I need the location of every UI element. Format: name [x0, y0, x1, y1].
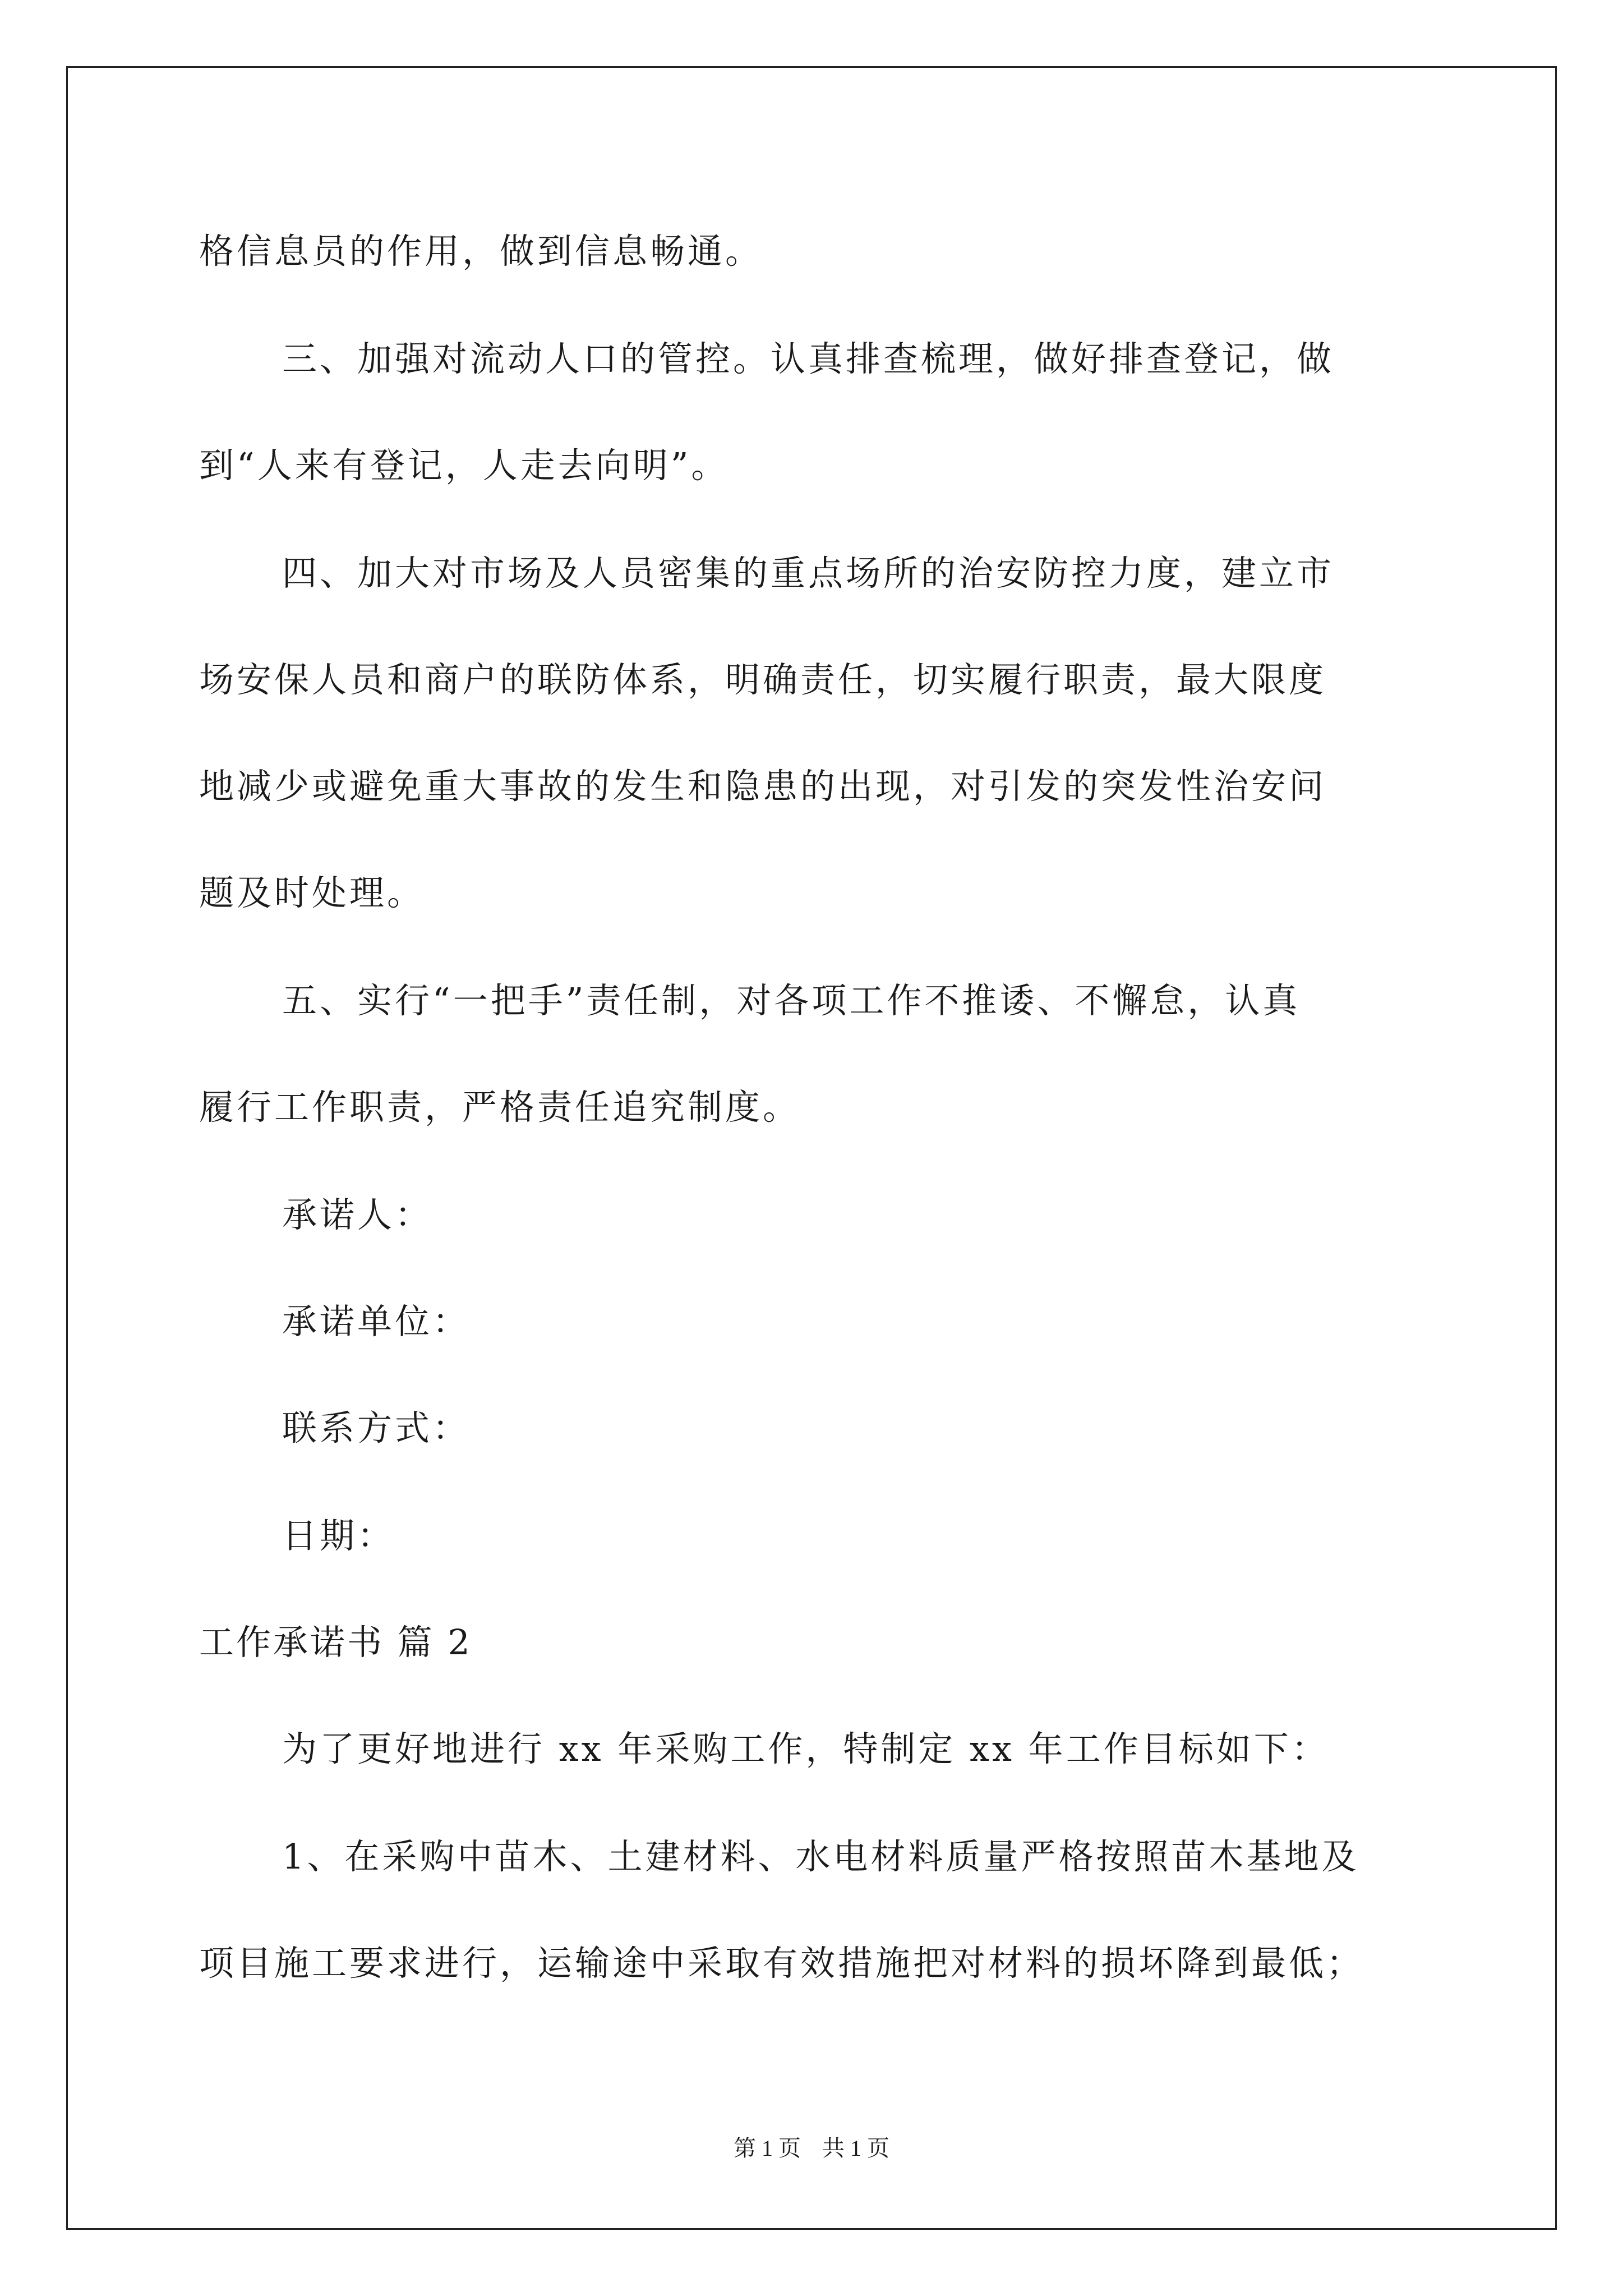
page-footer [0, 2133, 1623, 2164]
body-line-15: 为了更好地进行 xx 年采购工作，特制定 xx 年工作目标如下： [282, 1728, 1329, 1769]
promising-unit-label: 承诺单位： [282, 1301, 471, 1342]
body-line-5: 场安保人员和商户的联防体系，明确责任，切实履行职责，最大限度 [199, 659, 1327, 700]
page-number: 第 1 页 [734, 2136, 801, 2161]
body-line-2: 三、加强对流动人口的管控。认真排查梳理，做好排查登记，做 [282, 338, 1335, 379]
page-border [66, 66, 1557, 2230]
body-line-7: 题及时处理。 [199, 872, 425, 913]
body-line-3: 到“人来有登记，人走去向明”。 [199, 445, 729, 486]
body-line-17: 项目施工要求进行，运输途中采取有效措施把对材料的损坏降到最低； [199, 1943, 1364, 1984]
body-line-1: 格信息员的作用，做到信息畅通。 [199, 231, 763, 272]
section-heading: 工作承诺书 篇 2 [199, 1622, 472, 1663]
page-total: 共 1 页 [822, 2136, 889, 2161]
body-line-9: 履行工作职责，严格责任追究制度。 [199, 1087, 801, 1128]
date-label: 日期： [282, 1515, 395, 1556]
promisor-label: 承诺人： [282, 1194, 433, 1235]
body-line-4: 四、加大对市场及人员密集的重点场所的治安防控力度，建立市 [282, 553, 1335, 593]
body-line-16: 1、在采购中苗木、土建材料、水电材料质量严格按照苗木基地及 [282, 1836, 1359, 1877]
body-line-6: 地减少或避免重大事故的发生和隐患的出现，对引发的突发性治安问 [199, 766, 1327, 807]
contact-label: 联系方式： [282, 1407, 471, 1448]
body-line-8: 五、实行“一把手”责任制，对各项工作不推诿、不懈怠，认真 [282, 980, 1301, 1021]
